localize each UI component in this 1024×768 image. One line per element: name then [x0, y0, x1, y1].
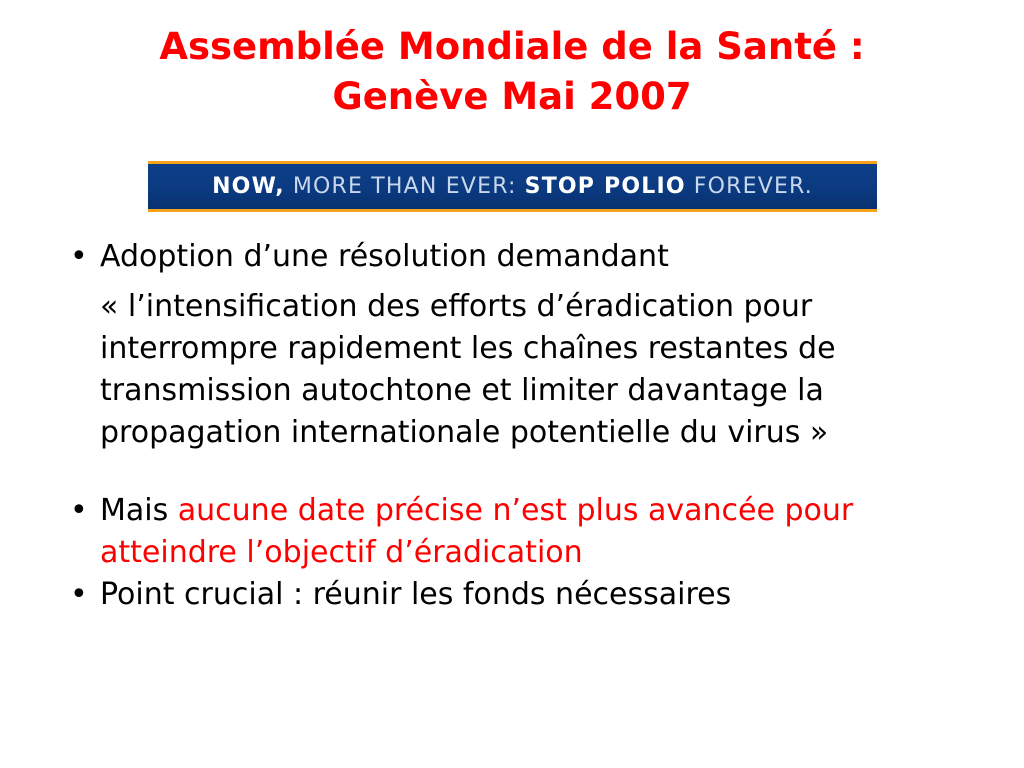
slide-title-line-2: Genève Mai 2007: [332, 75, 692, 118]
bullet-item-funding: [60, 574, 960, 616]
banner-text: [148, 164, 877, 209]
bullet-icon: •: [70, 239, 88, 274]
slide-title-line-1: Assemblée Mondiale de la Santé :: [159, 25, 865, 68]
slide-title: [0, 22, 1024, 122]
bullet-text: Adoption d’une résolution demandant: [100, 239, 669, 274]
banner-more-than-ever: MORE THAN EVER:: [292, 174, 517, 199]
resolution-quote: « l’intensification des efforts d’éradication pour interrompre rapidement les chaînes restantes de transmission autochtone et limiter davantage la propagation internationale potentielle du virus »: [100, 289, 836, 450]
bullet-list: [60, 236, 960, 616]
stop-polio-banner: [148, 161, 877, 212]
banner-bottom-stripe: [148, 209, 877, 212]
bullet-item-resolution: [60, 236, 960, 454]
bullet-icon: •: [70, 493, 88, 528]
bullet-highlight: aucune date précise n’est plus avancée pour atteindre l’objectif d’éradication: [100, 493, 854, 570]
banner-stop-polio: STOP POLIO: [524, 174, 686, 199]
bullet-text: Point crucial : réunir les fonds nécessaires: [100, 577, 732, 612]
banner-forever: FOREVER.: [693, 174, 813, 199]
bullet-icon: •: [70, 577, 88, 612]
bullet-text: [100, 490, 960, 574]
banner-now: NOW,: [212, 174, 285, 199]
bullet-item-no-date: [60, 490, 960, 574]
bullet-prefix: Mais: [100, 493, 169, 528]
